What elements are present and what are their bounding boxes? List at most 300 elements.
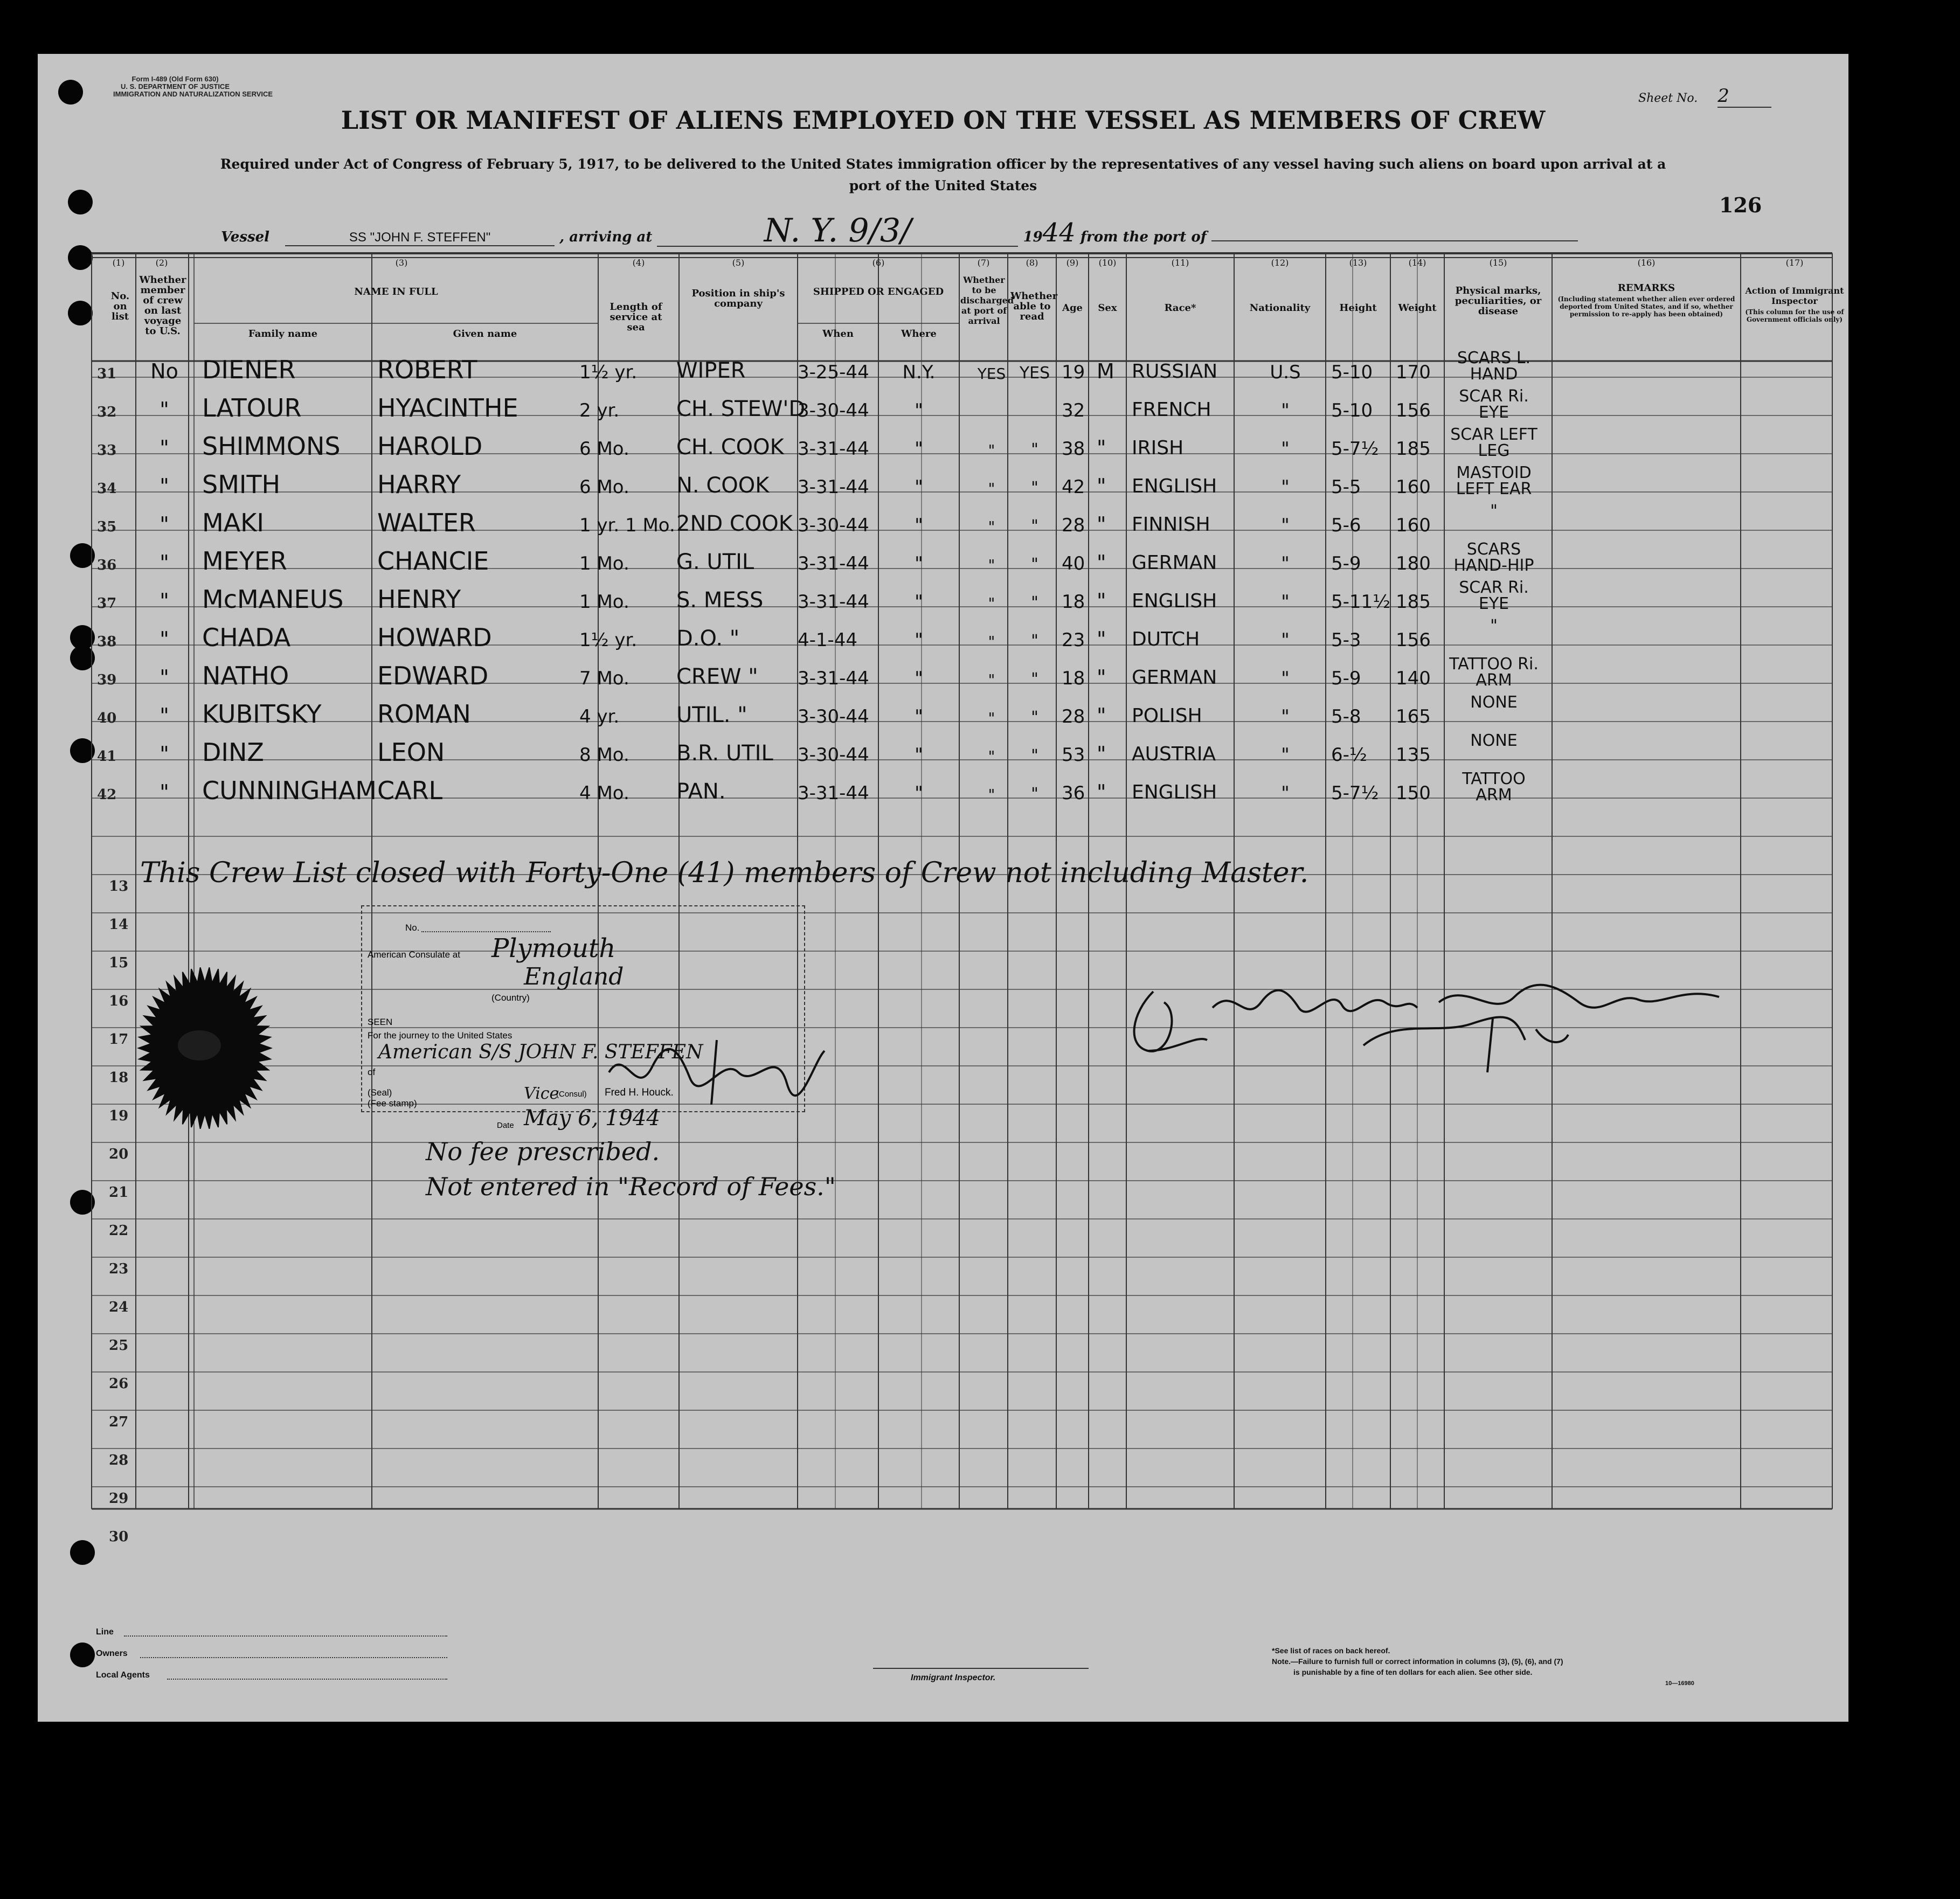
cell-read: ": [1031, 708, 1038, 727]
form-id-line: Form I-489 (Old Form 630): [131, 75, 219, 83]
stamp-country-label: (Country): [491, 993, 530, 1003]
cell-nationality: ": [1281, 400, 1290, 421]
cell-marks: NONE: [1470, 731, 1518, 750]
cell-service: 4 yr.: [579, 706, 620, 727]
cell-family: SMITH: [202, 470, 281, 499]
cell-where: ": [915, 706, 923, 727]
cell-race: ENGLISH: [1132, 590, 1217, 612]
row-number: 19: [109, 1108, 129, 1124]
col-num: (10): [1098, 258, 1117, 268]
col-num: (17): [1785, 258, 1804, 268]
row-number: 16: [109, 993, 129, 1009]
cell-no: 38: [97, 634, 117, 650]
cell-race: FINNISH: [1132, 514, 1210, 536]
col-num: (3): [395, 258, 408, 268]
cell-discharged: ": [988, 480, 995, 497]
cell-height: 6-½: [1331, 744, 1367, 766]
cell-service: 1 yr. 1 Mo.: [579, 515, 675, 536]
row-number: 15: [109, 955, 129, 971]
cell-family: KUBITSKY: [202, 699, 322, 729]
cell-read: ": [1031, 632, 1038, 650]
arriving-value: N. Y. 9/3/: [657, 216, 1018, 247]
manifest-sheet: [38, 54, 1848, 1722]
handwritten-note: No fee prescribed.: [426, 1137, 660, 1166]
cell-nationality: ": [1281, 591, 1290, 613]
cell-age: 18: [1062, 591, 1085, 613]
col-num: (16): [1637, 258, 1656, 268]
col-header-family: Family name: [248, 328, 318, 339]
cell-weight: 180: [1396, 553, 1431, 574]
year-label: 19: [1023, 229, 1043, 245]
cell-nationality: ": [1281, 476, 1290, 498]
cell-member: No: [150, 359, 178, 383]
cell-height: 5-3: [1331, 629, 1361, 651]
col-header-given: Given name: [453, 328, 517, 339]
row-number: 24: [109, 1299, 129, 1315]
cell-no: 33: [97, 442, 117, 459]
cell-position: WIPER: [676, 358, 746, 383]
cell-age: 42: [1062, 476, 1085, 498]
cell-discharged: ": [988, 518, 995, 536]
cell-marks: TATTOO Ri. ARM: [1449, 655, 1539, 690]
cell-when: 3-25-44: [798, 362, 869, 383]
stamp-journey-label: For the journey to the United States: [368, 1030, 512, 1041]
cell-nationality: ": [1281, 515, 1290, 536]
row-number: 26: [109, 1376, 129, 1392]
col-num: (6): [872, 258, 885, 268]
col-header-race: Race*: [1164, 302, 1196, 314]
cell-sex: ": [1097, 551, 1106, 574]
cell-family: NATHO: [202, 661, 289, 690]
cell-sex: ": [1097, 704, 1106, 727]
form-id-line: U. S. DEPARTMENT OF JUSTICE: [121, 82, 230, 91]
cell-no: 39: [97, 672, 117, 688]
col-header-no: No. on list: [110, 290, 130, 322]
col-num: (4): [632, 258, 645, 268]
stamp-fee-label: (Fee stamp): [368, 1098, 417, 1108]
cell-service: 6 Mo.: [579, 438, 629, 460]
stamp-journey-vessel: American S/S JOHN F. STEFFEN: [378, 1041, 703, 1063]
cell-marks: SCARS HAND-HIP: [1453, 540, 1534, 575]
consul-signature: [604, 1035, 830, 1110]
cell-member: ": [160, 666, 169, 689]
cell-no: 40: [97, 710, 117, 726]
col-num: (1): [112, 258, 125, 268]
col-header-remarks-note: (Including statement whether alien ever ordered deported from United States, and if so, whether permission to re-apply has been obtained): [1557, 295, 1735, 318]
cell-family: MAKI: [202, 508, 264, 537]
cell-no: 35: [97, 519, 117, 535]
cell-no: 34: [97, 481, 117, 497]
cell-read: YES: [1019, 364, 1050, 383]
cell-given: LEON: [377, 738, 445, 767]
stamp-no-label: No.: [405, 923, 420, 933]
cell-marks: SCAR Ri. EYE: [1459, 387, 1529, 422]
cell-given: HARRY: [377, 470, 461, 499]
footer-note: Note.—Failure to furnish full or correct information in columns (3), (5), (6), and (7): [1272, 1657, 1563, 1666]
cell-no: 36: [97, 557, 117, 573]
cell-when: 3-31-44: [798, 553, 869, 574]
cell-age: 19: [1062, 362, 1085, 383]
footer-agents-underline: [167, 1679, 447, 1680]
cell-position: CH. STEW'D: [676, 397, 806, 421]
stamp-date-label: Date: [497, 1121, 514, 1130]
footer-note: is punishable by a fine of ten dollars for each alien. See other side.: [1293, 1668, 1533, 1676]
cell-where: ": [915, 553, 923, 574]
cell-weight: 135: [1396, 744, 1431, 766]
cell-race: AUSTRIA: [1132, 743, 1216, 765]
cell-service: 2 yr.: [579, 400, 620, 421]
cell-member: ": [160, 512, 169, 536]
cell-race: POLISH: [1132, 705, 1202, 727]
stamp-consul-label: (Consul): [556, 1090, 587, 1099]
cell-age: 40: [1062, 553, 1085, 574]
stamp-consulate-city: Plymouth: [491, 933, 616, 964]
cell-weight: 185: [1396, 591, 1431, 613]
stamp-of-label: of: [368, 1067, 376, 1077]
cell-age: 28: [1062, 706, 1085, 727]
cell-where: N.Y.: [902, 362, 936, 383]
col-header-crew-last: Whether member of crew on last voyage to U.S.: [139, 274, 186, 337]
cell-when: 3-30-44: [798, 400, 869, 421]
cell-race: GERMAN: [1132, 667, 1217, 689]
cell-marks: SCAR LEFT LEG: [1450, 425, 1537, 460]
cell-race: DUTCH: [1132, 628, 1200, 650]
col-num: (7): [977, 258, 990, 268]
subtitle-line: port of the United States: [849, 178, 1037, 193]
cell-position: UTIL. ": [676, 703, 747, 727]
cell-service: 6 Mo.: [579, 476, 629, 498]
cell-nationality: ": [1281, 438, 1290, 460]
cell-sex: ": [1097, 627, 1106, 651]
cell-nationality: ": [1281, 629, 1290, 651]
stamp-no-line: [421, 931, 551, 932]
footer-owners-label: Owners: [96, 1649, 128, 1658]
cell-read: ": [1031, 440, 1038, 459]
cell-given: ROBERT: [377, 355, 477, 384]
cell-when: 3-30-44: [798, 515, 869, 536]
cell-service: 1½ yr.: [579, 362, 638, 383]
cell-discharged: ": [988, 747, 995, 765]
cell-weight: 150: [1396, 782, 1431, 804]
cell-read: ": [1031, 517, 1038, 536]
from-port-label: from the port of: [1080, 229, 1207, 245]
col-num: (11): [1171, 258, 1189, 268]
cell-position: 2ND COOK: [676, 511, 793, 536]
cell-where: ": [915, 744, 923, 766]
cell-no: 32: [97, 404, 117, 420]
cell-given: CARL: [377, 776, 443, 805]
col-header-height: Height: [1339, 302, 1377, 314]
cell-sex: ": [1097, 780, 1106, 804]
col-header-remarks: REMARKS: [1617, 282, 1675, 294]
row-number: 13: [109, 878, 129, 895]
cell-when: 3-31-44: [798, 591, 869, 613]
row-number: 27: [109, 1414, 129, 1430]
cell-nationality: ": [1281, 744, 1290, 766]
cell-discharged: ": [988, 671, 995, 689]
arriving-label: , arriving at: [559, 229, 653, 245]
cell-member: ": [160, 474, 169, 498]
footer-agents-label: Local Agents: [96, 1671, 150, 1680]
cell-discharged: ": [988, 633, 995, 650]
row-number: 18: [109, 1070, 129, 1086]
cell-discharged: ": [988, 709, 995, 727]
cell-member: ": [160, 627, 169, 651]
cell-service: 7 Mo.: [579, 668, 629, 689]
cell-race: RUSSIAN: [1132, 361, 1218, 383]
stamp-consulate-label: American Consulate at: [368, 949, 460, 960]
cell-sex: ": [1097, 474, 1106, 498]
row-number: 29: [109, 1491, 129, 1507]
row-number: 20: [109, 1146, 129, 1162]
cell-discharged: ": [988, 594, 995, 612]
cell-marks: SCARS L. HAND: [1457, 349, 1531, 384]
cell-no: 37: [97, 595, 117, 612]
cell-given: EDWARD: [377, 661, 489, 690]
cell-race: IRISH: [1132, 437, 1184, 459]
cell-no: 31: [97, 366, 117, 382]
col-header-discharged: Whether to be discharged at port of arrival: [960, 275, 1014, 326]
cell-height: 5-7½: [1331, 438, 1379, 460]
cell-no: 42: [97, 787, 117, 803]
cell-read: ": [1031, 593, 1038, 612]
col-num: (5): [732, 258, 745, 268]
cell-discharged: YES: [977, 365, 1006, 383]
col-header-position: Position in ship's company: [691, 288, 785, 309]
vessel-label: Vessel: [221, 229, 270, 245]
cell-height: 5-10: [1331, 362, 1373, 383]
cell-weight: 160: [1396, 515, 1431, 536]
cell-height: 5-5: [1331, 476, 1361, 498]
cell-family: McMANEUS: [202, 585, 344, 614]
cell-weight: 185: [1396, 438, 1431, 460]
cell-when: 4-1-44: [798, 629, 858, 651]
cell-given: ROMAN: [377, 699, 471, 729]
cell-member: ": [160, 436, 169, 460]
cell-marks: TATTOO ARM: [1462, 770, 1526, 805]
row-number: 28: [109, 1452, 129, 1468]
cell-given: HYACINTHE: [377, 393, 518, 422]
cell-sex: ": [1097, 512, 1106, 536]
cell-member: ": [160, 551, 169, 574]
col-header-name: NAME IN FULL: [354, 286, 438, 297]
cell-when: 3-31-44: [798, 476, 869, 498]
seal-icon: [129, 959, 291, 1137]
cell-height: 5-6: [1331, 515, 1361, 536]
cell-member: ": [160, 398, 169, 421]
cell-given: WALTER: [377, 508, 476, 537]
cell-when: 3-30-44: [798, 744, 869, 766]
vessel-name: SS "JOHN F. STEFFEN": [285, 230, 555, 246]
cell-where: ": [915, 400, 923, 421]
cell-when: 3-30-44: [798, 706, 869, 727]
cell-sex: ": [1097, 589, 1106, 613]
cell-position: CREW ": [676, 664, 758, 689]
year-value: 44: [1042, 218, 1076, 248]
row-number: 17: [109, 1031, 129, 1048]
footer-owners-underline: [140, 1657, 447, 1658]
col-num: (9): [1066, 258, 1079, 268]
cell-height: 5-11½: [1331, 591, 1391, 613]
cell-position: CH. COOK: [676, 435, 784, 460]
cell-age: 53: [1062, 744, 1085, 766]
cell-age: 38: [1062, 438, 1085, 460]
cell-race: ENGLISH: [1132, 781, 1217, 803]
footer-line-underline: [124, 1635, 447, 1637]
cell-discharged: ": [988, 441, 995, 459]
cell-when: 3-31-44: [798, 782, 869, 804]
col-header-marks: Physical marks, peculiarities, or disease: [1455, 285, 1542, 317]
col-header-where: Where: [901, 328, 937, 339]
cell-weight: 156: [1396, 629, 1431, 651]
stamp-date-value: May 6, 1944: [524, 1106, 660, 1131]
cell-marks: NONE: [1470, 693, 1518, 712]
footer-races-note: *See list of races on back hereof.: [1272, 1646, 1390, 1655]
col-header-action: Action of Immigrant Inspector: [1745, 286, 1844, 306]
cell-discharged: ": [988, 786, 995, 803]
inspector-signature-line: [873, 1668, 1089, 1669]
cell-sex: ": [1097, 666, 1106, 689]
cell-race: ENGLISH: [1132, 475, 1217, 497]
stamp-consulate-country: England: [524, 963, 624, 990]
cell-nationality: ": [1281, 782, 1290, 804]
col-num: (12): [1271, 258, 1289, 268]
col-header-read: Whether able to read: [1010, 290, 1058, 322]
col-num: (15): [1489, 258, 1507, 268]
col-num: (14): [1408, 258, 1426, 268]
cell-nationality: ": [1281, 706, 1290, 727]
cell-given: HAROLD: [377, 432, 483, 461]
cell-sex: ": [1097, 742, 1106, 766]
col-header-service: Length of service at sea: [610, 301, 662, 333]
col-header-shipped: SHIPPED OR ENGAGED: [813, 286, 944, 297]
cell-height: 5-8: [1331, 706, 1361, 727]
cell-where: ": [915, 515, 923, 536]
cell-discharged: ": [988, 556, 995, 574]
master-signature: [1116, 970, 1751, 1078]
cell-member: ": [160, 589, 169, 613]
cell-member: ": [160, 780, 169, 804]
page-title: LIST OR MANIFEST OF ALIENS EMPLOYED ON THE VESSEL AS MEMBERS OF CREW: [341, 106, 1546, 135]
cell-where: ": [915, 629, 923, 651]
cell-read: ": [1031, 670, 1038, 689]
col-header-when: When: [822, 328, 854, 339]
cell-position: G. UTIL: [676, 550, 754, 574]
cell-weight: 156: [1396, 400, 1431, 421]
cell-read: ": [1031, 479, 1038, 497]
closing-note: This Crew List closed with Forty-One (41) members of Crew not including Master.: [140, 857, 1309, 889]
cell-service: 1 Mo.: [579, 553, 629, 574]
cell-race: GERMAN: [1132, 552, 1217, 574]
row-number: 23: [109, 1261, 129, 1277]
cell-service: 1½ yr.: [579, 629, 638, 651]
cell-nationality: U.S: [1270, 362, 1301, 383]
cell-service: 4 Mo.: [579, 782, 629, 804]
cell-height: 5-7½: [1331, 782, 1379, 804]
cell-family: SHIMMONS: [202, 432, 341, 461]
subtitle-line: Required under Act of Congress of February 5, 1917, to be delivered to the United States immigration officer by the representatives of any vessel having such aliens on board upon arrival at a: [220, 156, 1666, 172]
cell-marks: MASTOID LEFT EAR: [1456, 463, 1532, 498]
cell-family: DINZ: [202, 738, 264, 767]
col-num: (2): [155, 258, 168, 268]
cell-read: ": [1031, 555, 1038, 574]
cell-age: 36: [1062, 782, 1085, 804]
row-number: 22: [109, 1223, 129, 1239]
cell-age: 28: [1062, 515, 1085, 536]
row-number: 25: [109, 1337, 129, 1354]
cell-weight: 170: [1396, 362, 1431, 383]
col-header-action-note: (This column for the use of Government officials only): [1745, 308, 1844, 323]
col-header-age: Age: [1062, 302, 1083, 314]
cell-family: CHADA: [202, 623, 291, 652]
handwritten-note: Not entered in "Record of Fees.": [426, 1172, 836, 1201]
cell-height: 5-9: [1331, 553, 1361, 574]
cell-member: ": [160, 704, 169, 727]
cell-weight: 165: [1396, 706, 1431, 727]
cell-marks: SCAR Ri. EYE: [1459, 578, 1529, 613]
cell-position: B.R. UTIL: [676, 741, 773, 766]
cell-height: 5-10: [1331, 400, 1373, 421]
cell-family: DIENER: [202, 355, 296, 384]
cell-age: 23: [1062, 629, 1085, 651]
cell-marks: ": [1490, 502, 1498, 521]
cell-marks: ": [1490, 616, 1498, 635]
cell-member: ": [160, 742, 169, 766]
cell-height: 5-9: [1331, 668, 1361, 689]
stamp-consul-name: Fred H. Houck.: [605, 1087, 674, 1098]
cell-service: 1 Mo.: [579, 591, 629, 613]
cell-where: ": [915, 782, 923, 804]
cell-family: CUNNINGHAM: [202, 776, 377, 805]
cell-given: HOWARD: [377, 623, 492, 652]
form-id-line: IMMIGRATION AND NATURALIZATION SERVICE: [113, 90, 273, 98]
cell-sex: ": [1097, 436, 1106, 460]
footer-inspector-label: Immigrant Inspector.: [911, 1673, 996, 1682]
cell-position: S. MESS: [676, 588, 764, 613]
cell-position: D.O. ": [676, 626, 740, 651]
col-num: (13): [1349, 258, 1367, 268]
sheet-number-label: Sheet No.: [1638, 92, 1698, 105]
col-num: (8): [1026, 258, 1038, 268]
col-header-weight: Weight: [1398, 302, 1437, 314]
cell-nationality: ": [1281, 553, 1290, 574]
cell-where: ": [915, 591, 923, 613]
row-number: 21: [109, 1184, 129, 1201]
cell-position: PAN.: [676, 779, 726, 804]
cell-age: 18: [1062, 668, 1085, 689]
cell-given: HENRY: [377, 585, 461, 614]
page-number: 126: [1719, 193, 1762, 217]
cell-sex: M: [1097, 359, 1114, 383]
cell-when: 3-31-44: [798, 668, 869, 689]
cell-given: CHANCIE: [377, 546, 489, 576]
cell-family: LATOUR: [202, 393, 302, 422]
cell-no: 41: [97, 748, 117, 765]
cell-when: 3-31-44: [798, 438, 869, 460]
cell-family: MEYER: [202, 546, 287, 576]
cell-position: N. COOK: [676, 473, 770, 498]
col-header-sex: Sex: [1098, 302, 1117, 314]
row-number: 30: [109, 1529, 129, 1545]
footer-line-label: Line: [96, 1627, 114, 1637]
cell-race: FRENCH: [1132, 399, 1211, 421]
sheet-number-value: 2: [1717, 85, 1771, 108]
col-header-nationality: Nationality: [1249, 302, 1311, 314]
stamp-vice-label: Vice: [524, 1084, 559, 1103]
stamp-seen-label: SEEN: [368, 1017, 393, 1027]
cell-age: 32: [1062, 400, 1085, 421]
stamp-seal-label: (Seal): [368, 1087, 392, 1098]
